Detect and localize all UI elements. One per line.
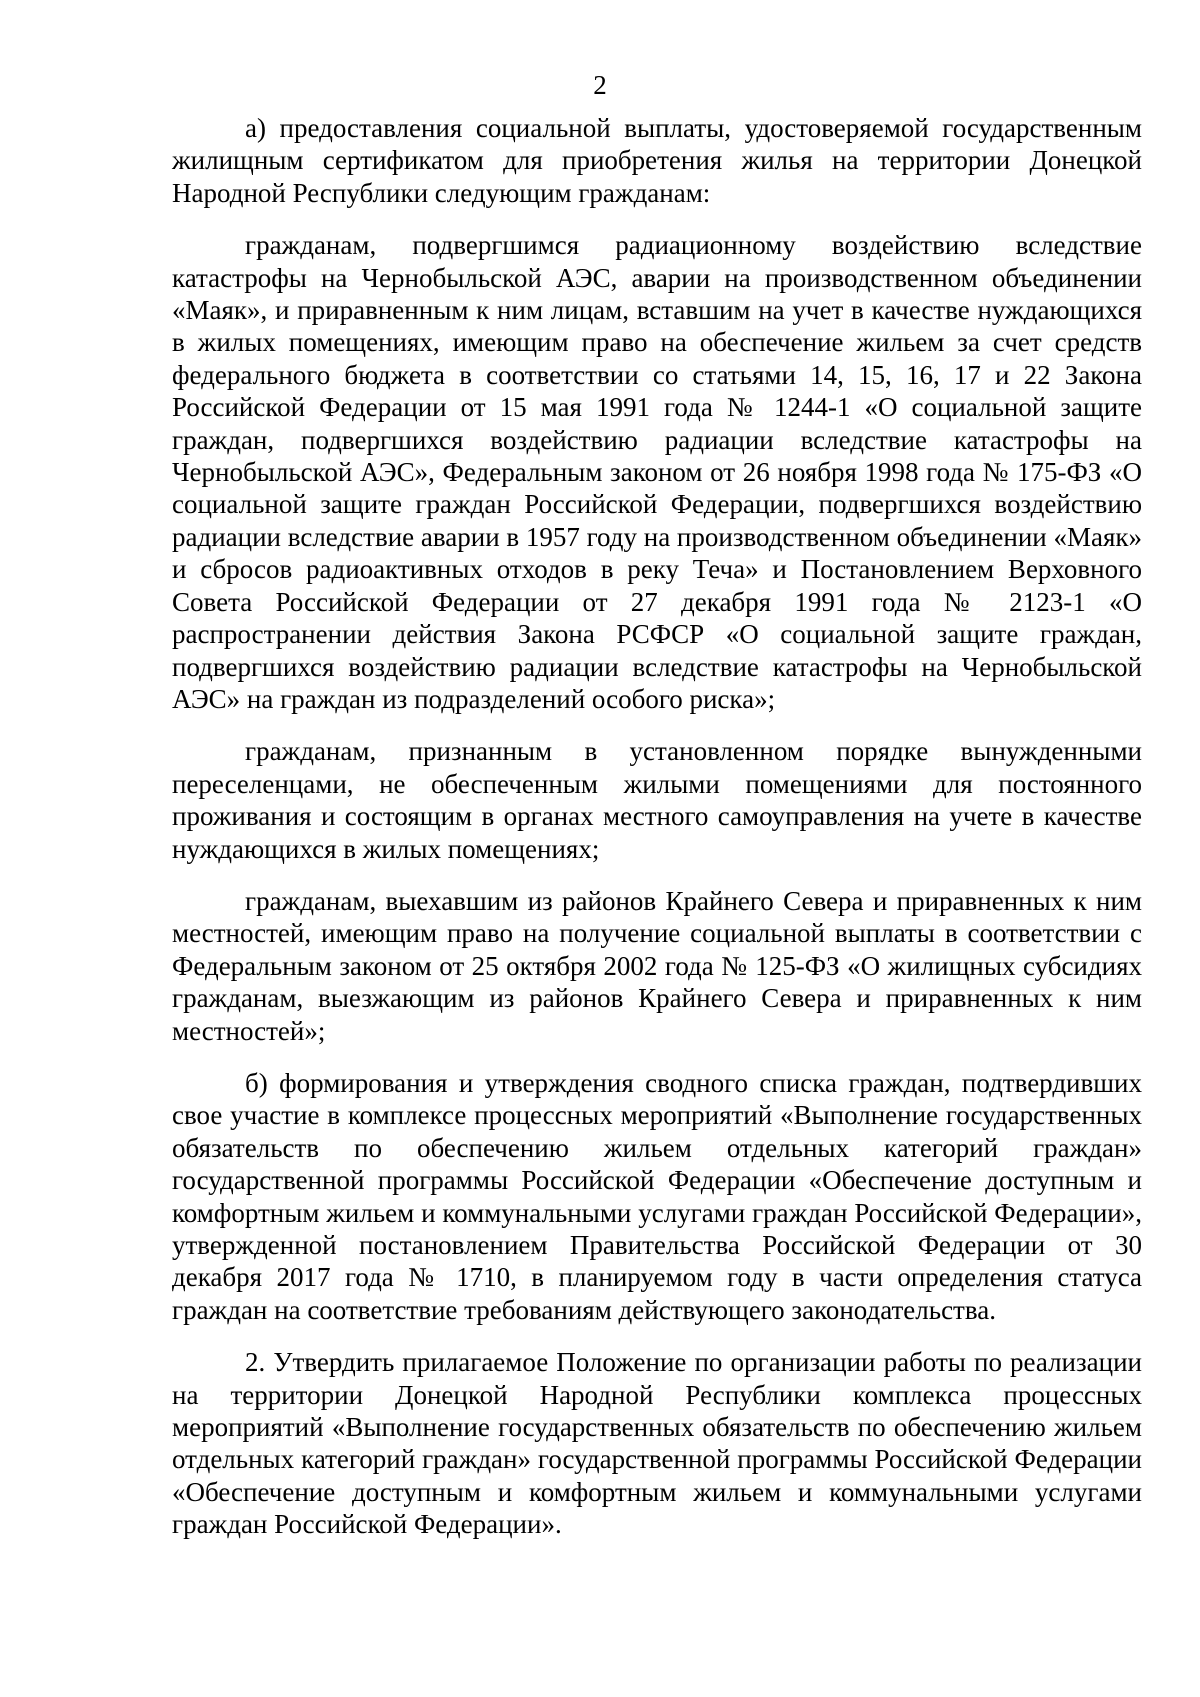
paragraph-a-social-payment: а) предоставления социальной выплаты, удостоверяемой государственным жилищным сертификатом для приобретения жилья на территории Донецкой Народной Республики следующим гражданам: (172, 113, 1142, 208)
paragraph-b-consolidated-list: б) формирования и утверждения сводного списка граждан, подтвердивших свое участие в комплексе процессных мероприятий «Выполнение государственных обязательств по обеспечению жильем отдельных категорий граждан» государственной программы Российской Федерации «Обеспечение доступным и комфортным жильем и коммунальными услугами граждан Российской Федерации», утвержденной постановлением Правительства Российской Федерации от 30 декабря 2017 года № 1710, в планируемом году в части определения статуса граждан на соответствие требованиям действующего законодательства. (172, 1067, 1142, 1325)
paragraph-2-approve-regulation: 2. Утвердить прилагаемое Положение по организации работы по реализации на территории Донецкой Народной Республики комплекса процессных мероприятий «Выполнение государственных обязательств по обеспечению жильем отдельных категорий граждан» государственной программы Российской Федерации «Обеспечение доступным и комфортным жильем и коммунальными услугами граждан Российской Федерации». (172, 1347, 1142, 1540)
document-body (172, 112, 1142, 1541)
paragraph-far-north: гражданам, выехавшим из районов Крайнего Севера и приравненных к ним местностей, имеющим право на получение социальной выплаты в соответствии с Федеральным законом от 25 октября 2002 года № 125-ФЗ «О жилищных субсидиях гражданам, выезжающим из районов Крайнего Севера и приравненных к ним местностей»; (172, 885, 1142, 1046)
page-number: 2 (593, 70, 607, 100)
paragraph-forced-migrants: гражданам, признанным в установленном порядке вынужденными переселенцами, не обеспеченным жилыми помещениями для постоянного проживания и состоящим в органах местного самоуправления на учете в качестве нуждающихся в жилых помещениях; (172, 736, 1142, 864)
paragraph-radiation-victims: гражданам, подвергшимся радиационному воздействию вследствие катастрофы на Чернобыльской АЭС, аварии на производственном объединении «Маяк», и приравненным к ним лицам, вставшим на учет в качестве нуждающихся в жилых помещениях, имеющим право на обеспечение жильем за счет средств федерального бюджета в соответствии со статьями 14, 15, 16, 17 и 22 Закона Российской Федерации от 15 мая 1991 года № 1244-1 «О социальной защите граждан, подвергшихся воздействию радиации вследствие катастрофы на Чернобыльской АЭС», Федеральным законом от 26 ноября 1998 года № 175-ФЗ «О социальной защите граждан Российской Федерации, подвергшихся воздействию радиации вследствие аварии в 1957 году на производственном объединении «Маяк» и сбросов радиоактивных отходов в реку Теча» и Постановлением Верховного Совета Российской Федерации от 27 декабря 1991 года № 2123-1 «О распространении действия Закона РСФСР «О социальной защите граждан, подвергшихся воздействию радиации вследствие катастрофы на Чернобыльской АЭС» на граждан из подразделений особого риска»; (172, 230, 1142, 714)
